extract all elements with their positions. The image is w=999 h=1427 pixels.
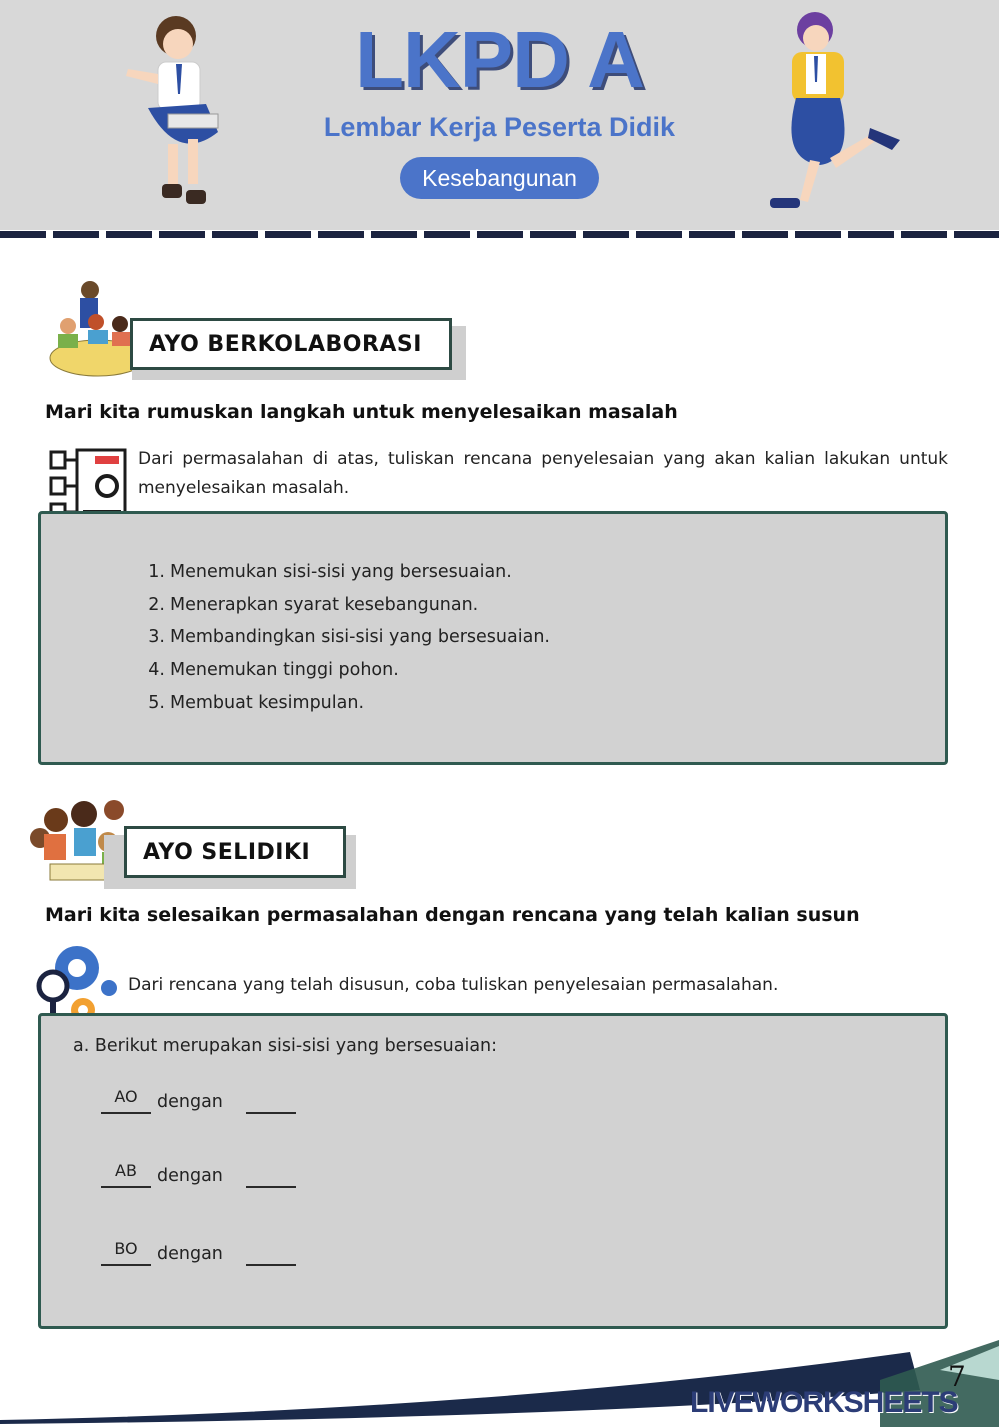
answer-blank[interactable] (246, 1186, 296, 1188)
page-number: 7 (948, 1360, 966, 1393)
list-item: 2. Menerapkan syarat kesebangunan. (148, 594, 479, 615)
connector-text: dengan (157, 1092, 223, 1112)
connector-text: dengan (157, 1244, 223, 1264)
tab-label: AYO BERKOLABORASI (130, 318, 452, 370)
page-subtitle: Lembar Kerja Peserta Didik (323, 112, 676, 142)
list-item: 5. Membuat kesimpulan. (148, 692, 365, 713)
list-item: 4. Menemukan tinggi pohon. (148, 660, 399, 681)
section1-heading: Mari kita rumuskan langkah untuk menyelesaikan masalah (45, 401, 678, 423)
list-item: 3. Membandingkan sisi-sisi yang bersesuaian. (148, 627, 550, 648)
tab-label: AYO SELIDIKI (124, 826, 346, 878)
answer-blank[interactable] (246, 1112, 296, 1114)
connector-text: dengan (157, 1166, 223, 1186)
side-label: AO (101, 1084, 151, 1114)
side-label: BO (101, 1236, 151, 1266)
section2-heading: Mari kita selesaikan permasalahan dengan rencana yang telah kalian susun (45, 904, 860, 926)
section1-instruction: Dari permasalahan di atas, tuliskan rencana penyelesaian yang akan kalian lakukan untuk menyelesaikan masalah. (138, 449, 948, 498)
list-item: 1. Menemukan sisi-sisi yang bersesuaian. (148, 562, 512, 582)
answer-blank[interactable] (246, 1264, 296, 1266)
plan-steps-list (141, 556, 550, 719)
side-label: AB (101, 1158, 151, 1188)
plan-answer-box (38, 511, 948, 765)
sub-question-a: a. Berikut merupakan sisi-sisi yang bersesuaian: (73, 1036, 498, 1056)
header-banner (0, 0, 999, 230)
liveworksheets-logo[interactable]: LIVEWORKSHEETS (690, 1386, 958, 1419)
header-dashed-divider (0, 231, 999, 238)
student-girl-running-illustration (760, 10, 910, 215)
page-title: LKPD A (355, 15, 644, 104)
solution-answer-box (38, 1013, 948, 1329)
section2-instruction: Dari rencana yang telah disusun, coba tuliskan penyelesaian permasalahan. (128, 975, 779, 995)
topic-badge: Kesebangunan (400, 157, 599, 199)
